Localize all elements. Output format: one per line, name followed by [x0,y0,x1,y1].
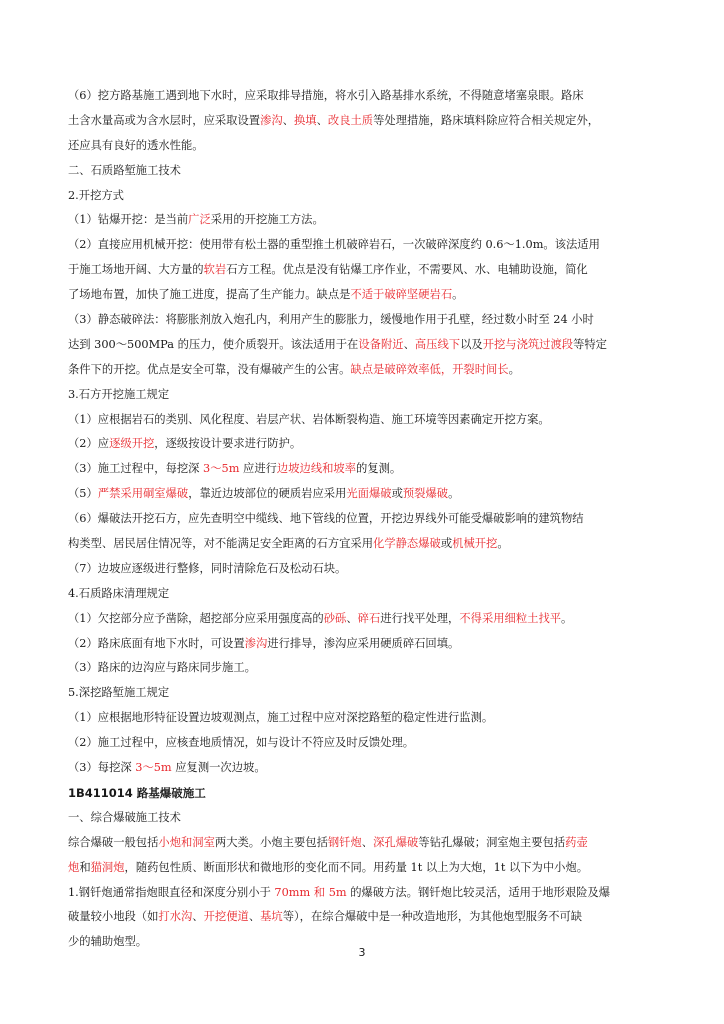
body-text: 以及 [460,337,483,351]
text-line [68,358,660,383]
text-line [68,408,660,433]
body-text: （3）静态破碎法：将膨胀剂放入炮孔内，利用产生的膨胀力，缓慢地作用于孔壁，经过数小时至 24 小时 [68,313,594,327]
body-text: （5） [68,487,98,501]
highlighted-text: 不适于破碎坚硬岩石 [350,288,453,302]
text-line [68,856,660,881]
body-text: 少的辅助炮型。 [68,935,148,949]
body-text: 、 [361,835,374,849]
body-text: 、 [282,113,294,127]
text-line [68,781,660,806]
text-line [68,582,660,607]
body-text: 两大类。小炮主要包括 [214,835,328,849]
body-text: 采用的开挖施工方法。 [210,213,324,227]
body-text: 的复测。 [356,462,402,476]
highlighted-text: 3～5m [135,761,172,775]
body-text: 等钻孔爆破；洞室炮主要包括 [418,835,566,849]
highlighted-text: 换填 [293,113,317,127]
body-text: 1.钢钎炮通常指炮眼直径和深度分别小于 [68,885,275,899]
text-line [68,806,660,831]
text-line [68,383,660,408]
body-text: 、 [192,910,204,924]
body-text: ，随药包性质、断面形状和微地形的变化而不同。用药量 1t 以上为大炮，1t 以下为中小炮。 [124,860,589,874]
text-line [68,109,660,134]
highlighted-text: 碎石 [357,611,381,625]
body-text: 2.开挖方式 [68,188,124,202]
highlighted-text: 基坑 [260,910,283,924]
document-body [68,84,660,955]
highlighted-text: 不得采用细粒土找平 [459,611,562,625]
body-text: （3）每挖深 [68,761,136,775]
body-text: 。 [561,611,573,625]
highlighted-text: 3～5m [203,462,240,476]
highlighted-text: 砂砾 [323,611,347,625]
body-text: 破量较小地段（如 [68,910,159,924]
text-line [68,457,660,482]
text-line [68,134,660,159]
body-text: 、 [346,611,358,625]
body-text: 构类型、居民居住情况等，对不能满足安全距离的石方宜采用 [68,537,374,551]
highlighted-text: 深孔爆破 [373,835,419,849]
highlighted-text: 化学静态爆破 [373,537,441,551]
body-text: 等），在综合爆破中是一种改造地形，为其他炮型服务不可缺 [282,910,583,924]
body-text: 4.石质路床清理规定 [68,586,170,600]
body-text: （2）施工过程中，应核查地质情况，如与设计不符应及时反馈处理。 [68,736,415,750]
body-text: （2）直接应用机械开挖：使用带有松土器的重型推土机破碎岩石，一次破碎深度约 0.6～1.0m。该法适用 [68,238,600,252]
text-line [68,507,660,532]
body-text: 了场地布置，加快了施工进度，提高了生产能力。缺点是 [68,288,351,302]
body-text: 达到 300～500MPa 的压力，使介质裂开。该法适用于在 [68,337,359,351]
text-line [68,632,660,657]
highlighted-text: 开挖与浇筑过渡段 [482,337,574,351]
body-text: 3.石方开挖施工规定 [68,387,170,401]
text-line [68,905,660,930]
highlighted-text: 渗沟 [244,636,268,650]
text-line [68,557,660,582]
body-text: 。 [497,537,509,551]
text-line [68,333,660,358]
body-text: （6）爆破法开挖石方，应先查明空中缆线、地下管线的位置，开挖边界线外可能受爆破影响的建筑物结 [68,512,584,526]
body-text: 综合爆破一般包括 [68,835,159,849]
highlighted-text: 猫洞炮 [90,860,125,874]
text-line [68,681,660,706]
text-line [68,731,660,756]
body-text: 、 [316,113,328,127]
body-text: 或 [391,487,403,501]
text-line [68,184,660,209]
body-text: 石方工程。优点是没有钻爆工序作业，不需要风、水、电辅助设施，简化 [226,263,588,277]
text-line [68,881,660,906]
text-line [68,159,660,184]
body-text: 5.深挖路堑施工规定 [68,686,170,700]
text-line [68,607,660,632]
body-text: （6）挖方路基施工遇到地下水时，应采取排导措施，将水引入路基排水系统，不得随意堵塞泉眼。路床 [68,89,584,102]
text-line [68,258,660,283]
text-line [68,308,660,333]
highlighted-text: 小炮和洞室 [158,835,215,849]
body-text: 二、石质路堑施工技术 [68,163,181,177]
body-text: 还应具有良好的透水性能。 [68,138,204,152]
highlighted-text: 改良土质 [327,113,374,127]
text-line [68,756,660,781]
highlighted-text: 机械开挖 [452,537,498,551]
body-text: 土含水量高或为含水层时，应采取设置 [68,113,261,127]
body-text: 于施工场地开阔、大方量的 [68,263,204,277]
text-line [68,432,660,457]
highlighted-text: 边坡边线和坡率 [276,462,357,476]
body-text: （1）欠挖部分应予凿除，超挖部分应采用强度高的 [68,611,324,625]
body-text: （3）路床的边沟应与路床同步施工。 [68,661,256,675]
body-text: （1）钻爆开挖：是当前 [68,213,189,227]
highlighted-text: 严禁采用硐室爆破 [97,487,189,501]
text-line [68,532,660,557]
body-text: （3）施工过程中，每挖深 [68,462,204,476]
text-line [68,482,660,507]
body-text: 进行找平处理， [380,611,460,625]
text-line [68,233,660,258]
highlighted-text: 炮 [68,860,80,874]
body-text: （1）应根据地形特征设置边坡观测点，施工过程中应对深挖路堑的稳定性进行监测。 [68,711,494,725]
text-line [68,208,660,233]
body-text: 、 [248,910,261,924]
body-text: ，靠近边坡部位的硬质岩应采用 [188,487,347,501]
highlighted-text: 广泛 [188,213,211,227]
highlighted-text: 70mm 和 5m [274,885,347,899]
section-heading: 1B411014 路基爆破施工 [68,785,206,800]
body-text: 。 [508,362,520,376]
highlighted-text: 打水沟 [158,910,193,924]
body-text: （2）应 [68,437,110,451]
body-text: 。 [448,487,460,501]
body-text: ，逐级按设计要求进行防护。 [154,437,302,451]
highlighted-text: 缺点是破碎效率低，开裂时间长 [350,362,509,376]
body-text: 等处理措施，路床填料除应符合相关规定外， [373,113,600,127]
body-text: 或 [440,537,453,551]
highlighted-text: 高压线下 [414,337,461,351]
highlighted-text: 开挖便道 [203,910,249,924]
text-line [68,656,660,681]
highlighted-text: 预裂爆破 [402,487,449,501]
body-text: 。 [452,288,464,302]
body-text: 应复测一次边坡。 [171,761,266,775]
text-line [68,84,660,109]
highlighted-text: 逐级开挖 [109,437,155,451]
body-text: 进行排导，渗沟应采用硬质碎石回填。 [267,636,460,650]
text-line [68,706,660,731]
body-text: 的爆破方法。钢钎炮比较灵活，适用于地形艰险及爆 [346,885,611,899]
body-text: 和 [79,860,91,874]
highlighted-text: 设备附近 [358,337,404,351]
highlighted-text: 药壶 [565,835,588,849]
highlighted-text: 渗沟 [260,113,283,127]
body-text: 、 [403,337,415,351]
body-text: （7）边坡应逐级进行整修，同时清除危石及松动石块。 [68,561,347,575]
highlighted-text: 软岩 [203,263,227,277]
text-line [68,283,660,308]
highlighted-text: 光面爆破 [346,487,392,501]
highlighted-text: 钢钎炮 [327,835,362,849]
text-line [68,831,660,856]
body-text: 等特定 [573,337,607,351]
body-text: 应进行 [239,462,277,476]
page-number: 3 [358,946,366,959]
body-text: 条件下的开挖。优点是安全可靠，没有爆破产生的公害。 [68,362,351,376]
body-text: （2）路床底面有地下水时，可设置 [68,636,245,650]
body-text: 一、综合爆破施工技术 [68,810,181,824]
body-text: （1）应根据岩石的类别、风化程度、岩层产状、岩体断裂构造、施工环境等因素确定开挖方案。 [68,412,550,426]
